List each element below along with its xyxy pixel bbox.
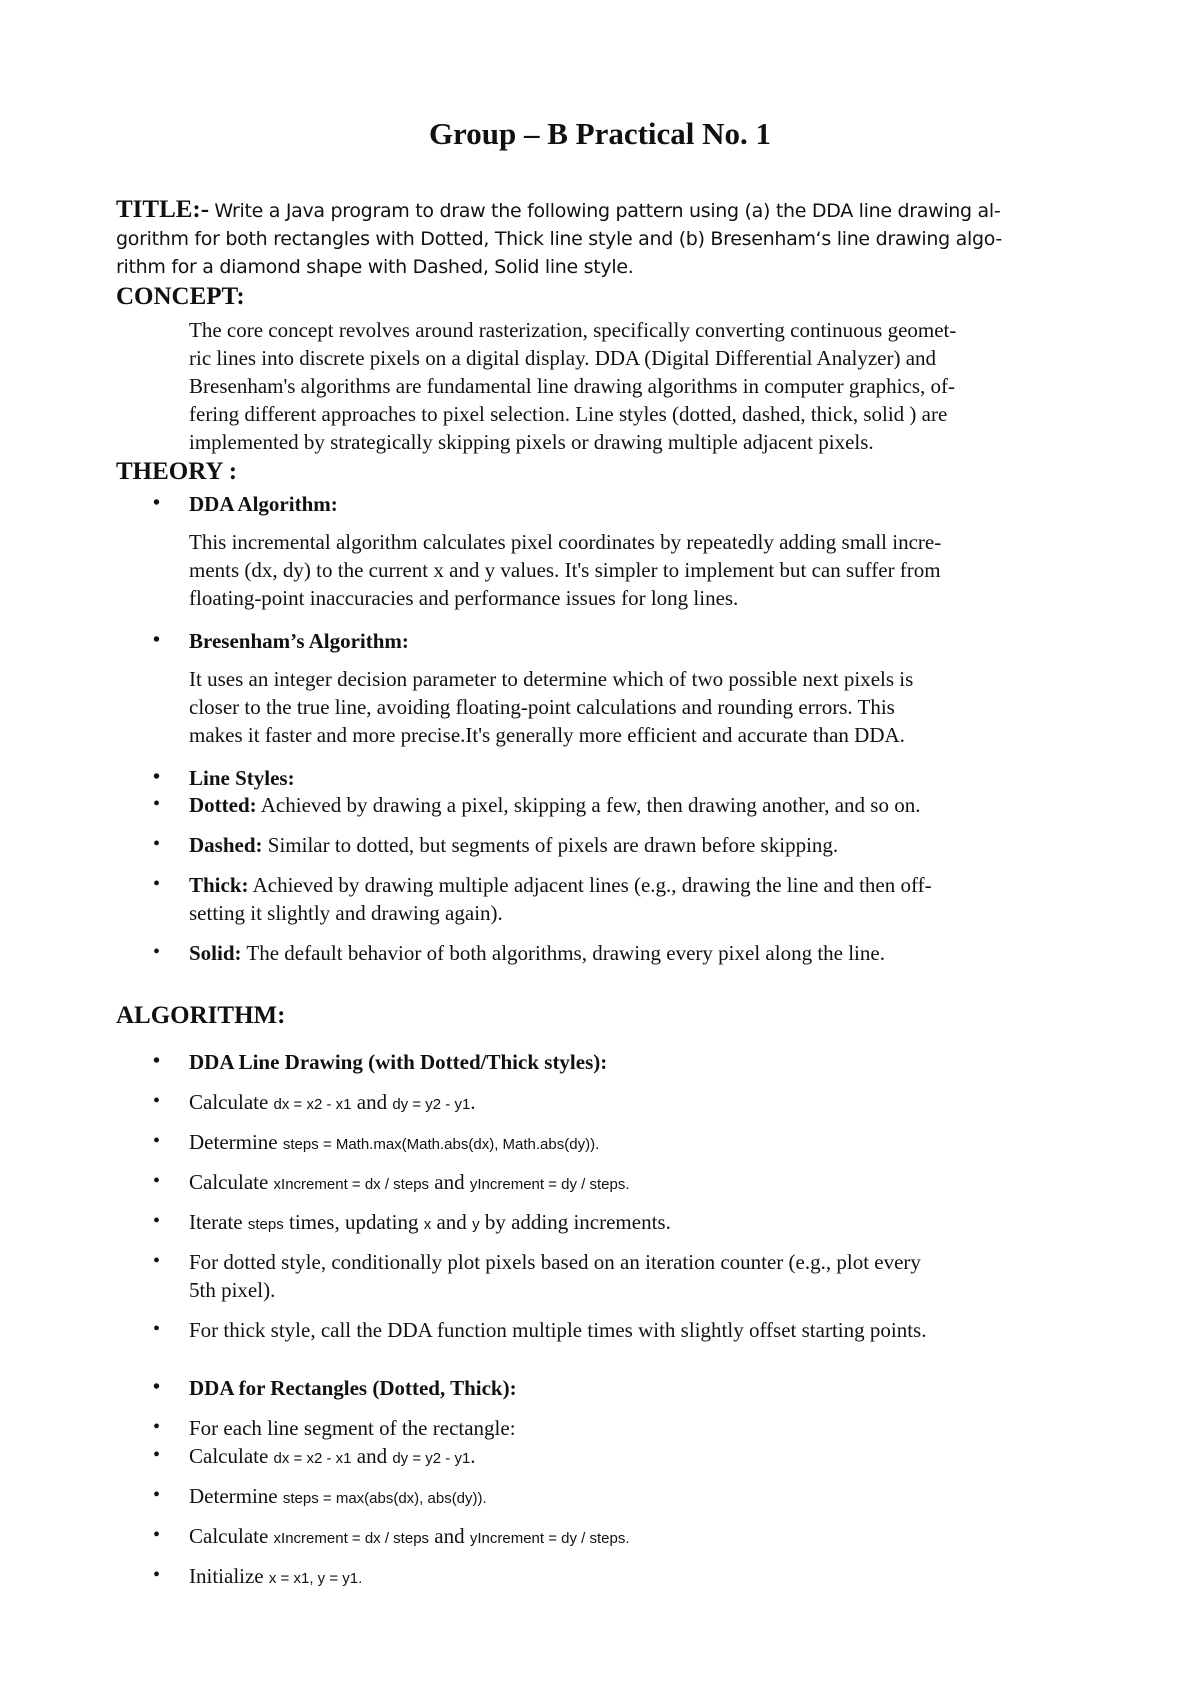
code-steps: steps = Math.max(Math.abs(dx), Math.abs(dy)). <box>282 1136 600 1153</box>
step-text: Determine <box>189 1484 283 1508</box>
page-title: Group – B Practical No. 1 <box>428 116 772 151</box>
code-steps: steps = max(abs(dx), abs(dy)). <box>282 1490 487 1507</box>
step-text: . <box>470 1090 476 1114</box>
concept-line-3: Bresenham's algorithms are fundamental line drawing algorithms in computer graphics, of- <box>189 374 955 398</box>
bullet-dda-algorithm: • DDA Algorithm: <box>189 492 338 517</box>
bullet-dashed <box>189 833 838 858</box>
title-text-3: rithm for a diamond shape with Dashed, Solid line style. <box>116 256 634 278</box>
step-dotted-style-cont: 5th pixel). <box>189 1278 276 1302</box>
step-iterate <box>189 1210 671 1235</box>
step-text: Calculate <box>189 1090 274 1114</box>
solid-label: Solid: <box>189 941 242 965</box>
step-text: Calculate <box>189 1524 274 1548</box>
step-text: Determine <box>189 1130 283 1154</box>
bullet-solid <box>189 941 885 966</box>
step-calculate-dx-dy <box>189 1090 476 1115</box>
rect-step-determine-steps <box>189 1484 487 1509</box>
code-dy: dy = y2 - y1 <box>392 1096 471 1113</box>
step-calculate-increments <box>189 1170 630 1195</box>
dda-desc-line-3: floating-point inaccuracies and performance issues for long lines. <box>189 586 739 610</box>
bullet-bresenham-algorithm: • Bresenham’s Algorithm: <box>189 629 409 654</box>
code-yincrement: yIncrement = dy / steps. <box>469 1176 630 1193</box>
step-text: and <box>431 1210 473 1234</box>
dotted-text: Achieved by drawing a pixel, skipping a few, then drawing another, and so on. <box>256 793 921 817</box>
concept-line-4: fering different approaches to pixel selection. Line styles (dotted, dashed, thick, solid ) are <box>189 402 948 426</box>
algorithm-heading: ALGORITHM: <box>116 1002 286 1029</box>
title-text-1: Write a Java program to draw the following pattern using (a) the DDA line drawing al- <box>214 200 1001 222</box>
thick-label: Thick: <box>189 873 249 897</box>
rect-step-calculate-dx-dy <box>189 1444 476 1469</box>
code-y: y <box>472 1216 480 1233</box>
step-text: Initialize <box>189 1564 269 1588</box>
dashed-text: Similar to dotted, but segments of pixels are drawn before skipping. <box>262 833 839 857</box>
dotted-label: Dotted: <box>189 793 257 817</box>
step-thick-style: • For thick style, call the DDA function multiple times with slightly offset starting points. <box>189 1318 926 1343</box>
dda-desc-line-1: This incremental algorithm calculates pixel coordinates by repeatedly adding small incre- <box>189 530 942 554</box>
thick-text-2: setting it slightly and drawing again). <box>189 901 503 925</box>
theory-heading: THEORY : <box>116 458 238 485</box>
bullet-dotted <box>189 793 920 818</box>
step-text: Iterate <box>189 1210 248 1234</box>
step-text: . <box>470 1444 476 1468</box>
code-init: x = x1, y = y1. <box>268 1570 363 1587</box>
title-label: TITLE:- <box>116 196 210 223</box>
step-text: by adding increments. <box>479 1210 671 1234</box>
code-yincrement: yIncrement = dy / steps. <box>469 1530 630 1547</box>
code-xincrement: xIncrement = dx / steps <box>273 1530 430 1547</box>
code-xincrement: xIncrement = dx / steps <box>273 1176 430 1193</box>
concept-line-1: The core concept revolves around rasterization, specifically converting continuous geomet- <box>189 318 957 342</box>
dashed-label: Dashed: <box>189 833 263 857</box>
rect-step-calculate-increments <box>189 1524 630 1549</box>
step-dotted-style: • For dotted style, conditionally plot pixels based on an iteration counter (e.g., plot every <box>189 1250 921 1275</box>
title-line-1 <box>116 196 1000 224</box>
solid-text: The default behavior of both algorithms, drawing every pixel along the line. <box>241 941 885 965</box>
step-text: and <box>351 1090 393 1114</box>
concept-heading: CONCEPT: <box>116 283 245 310</box>
step-text: and <box>351 1444 393 1468</box>
code-dx: dx = x2 - x1 <box>273 1450 352 1467</box>
bullet-dda-line-drawing: • DDA Line Drawing (with Dotted/Thick styles): <box>189 1050 607 1075</box>
thick-text-1: Achieved by drawing multiple adjacent lines (e.g., drawing the line and then off- <box>248 873 932 897</box>
step-text: and <box>429 1524 470 1548</box>
bullet-thick <box>189 873 932 898</box>
bullet-dda-rectangles: • DDA for Rectangles (Dotted, Thick): <box>189 1376 517 1401</box>
concept-line-2: ric lines into discrete pixels on a digital display. DDA (Digital Differential Analyzer) and <box>189 346 937 370</box>
step-text: and <box>429 1170 470 1194</box>
step-text: Calculate <box>189 1170 274 1194</box>
code-dy: dy = y2 - y1 <box>392 1450 471 1467</box>
concept-line-5: implemented by strategically skipping pixels or drawing multiple adjacent pixels. <box>189 430 874 454</box>
rect-step-segments: • For each line segment of the rectangle: <box>189 1416 516 1441</box>
bres-desc-line-3: makes it faster and more precise.It's generally more efficient and accurate than DDA. <box>189 723 905 747</box>
code-x: x <box>423 1216 432 1233</box>
step-determine-steps <box>189 1130 599 1155</box>
step-text: Calculate <box>189 1444 274 1468</box>
title-text-2: gorithm for both rectangles with Dotted, Thick line style and (b) Bresenham‘s line drawing algo- <box>116 228 1002 250</box>
bres-desc-line-1: It uses an integer decision parameter to determine which of two possible next pixels is <box>189 667 914 691</box>
bres-desc-line-2: closer to the true line, avoiding floating-point calculations and rounding errors. This <box>189 695 895 719</box>
step-text: times, updating <box>283 1210 424 1234</box>
dda-desc-line-2: ments (dx, dy) to the current x and y values. It's simpler to implement but can suffer from <box>189 558 941 582</box>
rect-step-initialize <box>189 1564 362 1589</box>
code-steps: steps <box>247 1216 284 1233</box>
code-dx: dx = x2 - x1 <box>273 1096 352 1113</box>
bullet-line-styles: • Line Styles: <box>189 766 295 791</box>
